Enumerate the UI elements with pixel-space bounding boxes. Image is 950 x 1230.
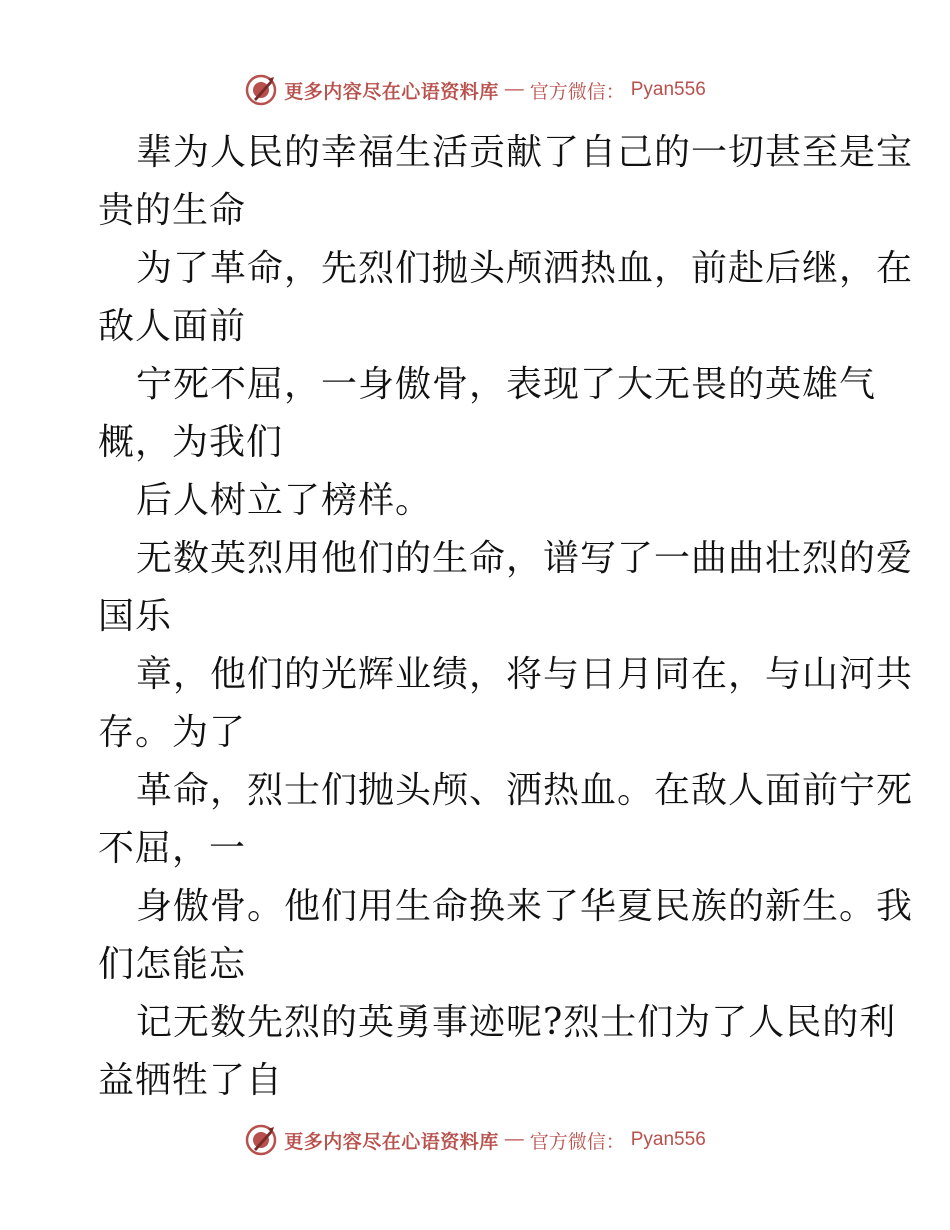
footer-brand-text: 更多内容尽在心语资料库 [284,1130,499,1153]
text-line: 存。为了 [98,712,247,753]
pen-logo-icon [244,73,278,107]
text-line: 概，为我们 [98,422,284,463]
header-contact-label: 官方微信： [529,80,625,103]
pen-logo-icon [244,1123,278,1157]
footer-banner [0,1120,950,1160]
text-line: 后人树立了榜样。 [136,480,433,521]
header-separator: — [504,79,524,100]
text-line: 益牺牲了自 [98,1060,284,1101]
text-line: 无数英烈用他们的生命，谱写了一曲曲壮烈的爱 [136,538,914,579]
text-line: 们怎能忘 [98,944,247,985]
header-brand-text: 更多内容尽在心语资料库 [284,80,499,103]
text-line: 为了革命，先烈们抛头颅洒热血，前赴后继，在 [136,248,914,289]
document-body [98,124,914,1110]
text-line: 革命，烈士们抛头颅、洒热血。在敌人面前宁死 [136,770,914,811]
text-line: 宁死不屈，一身傲骨，表现了大无畏的英雄气 [136,364,877,405]
text-line: 记无数先烈的英勇事迹呢?烈士们为了人民的利 [136,1002,897,1043]
footer-contact-label: 官方微信： [529,1130,625,1153]
header-banner [0,70,950,110]
text-line: 不屈，一 [98,828,247,869]
header-handle: Pyan556 [630,79,706,100]
footer-separator: — [504,1129,524,1150]
text-line: 贵的生命 [98,190,247,231]
text-line: 敌人面前 [98,306,247,347]
text-line: 章，他们的光辉业绩，将与日月同在，与山河共 [136,654,914,695]
text-line: 辈为人民的幸福生活贡献了自己的一切甚至是宝 [136,132,914,173]
footer-handle: Pyan556 [630,1129,706,1150]
text-line: 身傲骨。他们用生命换来了华夏民族的新生。我 [136,886,914,927]
text-line: 国乐 [98,596,173,637]
